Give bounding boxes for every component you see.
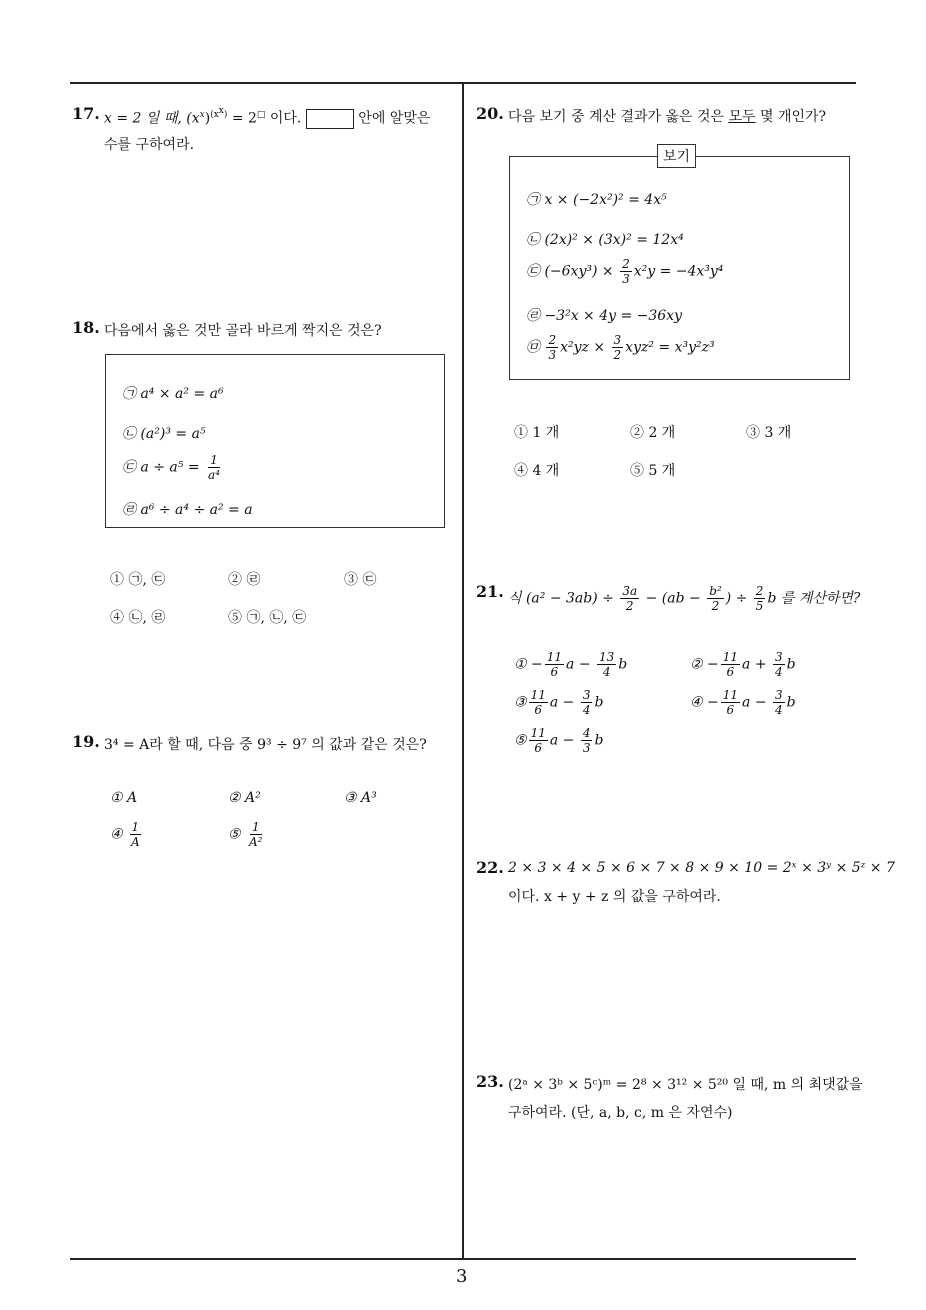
choice-4[interactable]: ④ ㉡, ㉣ <box>110 610 166 626</box>
fraction: $\frac{3}{4}$ <box>775 688 783 717</box>
condition-box <box>105 354 445 528</box>
fraction: $\frac{1}{A}$ <box>131 820 140 849</box>
question-text: 2 × 3 × 4 × 5 × 6 × 7 × 8 × 9 × 10 = 2ˣ × 3ʸ × 5ᶻ × 7 <box>508 860 895 876</box>
fraction: $\frac{11}{6}$ <box>546 650 563 679</box>
question-number: 17. <box>72 104 100 123</box>
question-number: 20. <box>476 104 504 123</box>
fraction: $\frac{11}{6}$ <box>722 650 739 679</box>
choice-1[interactable]: ① − $\frac{11}{6}$ a − $\frac{13}{4}$ b <box>514 650 628 679</box>
choice-5[interactable]: ⑤ ㉠, ㉡, ㉢ <box>228 610 307 626</box>
fraction: $\frac{2}{5}$ <box>755 584 764 613</box>
box-item: ㉣ a⁶ ÷ a⁴ ÷ a² = a <box>122 502 253 518</box>
fraction: $\frac{\text{b²}}{2}$ <box>709 584 722 613</box>
question-text-line2: 구하여라. (단, a, b, c, m 은 자연수) <box>508 1105 733 1121</box>
fraction: $\frac{11}{6}$ <box>530 688 546 717</box>
fraction: $\frac{3a}{2}$ <box>622 584 638 613</box>
question-number: 23. <box>476 1072 504 1091</box>
fraction: $\frac{4}{3}$ <box>582 726 591 755</box>
fraction: $\frac{11}{6}$ <box>530 726 546 755</box>
fraction: $\frac{11}{6}$ <box>722 688 739 717</box>
column-divider <box>462 82 464 1260</box>
choice-3[interactable]: ③ ㉢ <box>344 572 377 588</box>
choice-4[interactable]: ④ $\frac{1}{A}$ <box>110 820 140 849</box>
box-item: ㉢ (−6xy³) × $\frac{2}{3}$ x²y = −4x³y⁴ <box>526 257 724 286</box>
bogi-label: 보기 <box>657 144 696 168</box>
question-text: x = 2 일 때, $(x^x)^{(x^x)} = 2^□$ 이다. 안에 알맞은 <box>104 106 431 127</box>
question-text: (2ᵃ × 3ᵇ × 5ᶜ)ᵐ = 2⁸ × 3¹² × 5²⁰ 일 때, m 의 최댓값을 <box>508 1077 863 1093</box>
question-text: 식 (a² − 3ab) ÷ $\frac{3a}{2}$ − (ab − $\frac{\text{b²}}{2}$ ) ÷ $\frac{2}{5}$ b 를 계산하면? <box>508 584 861 613</box>
fraction: $\frac{2}{3}$ <box>548 333 557 362</box>
choice-3[interactable]: ③ A³ <box>344 790 377 806</box>
question-number: 18. <box>72 318 100 337</box>
box-item: ㉢ a ÷ a⁵ = $\frac{1}{\text{a⁴}}$ <box>122 453 220 482</box>
fraction: $\frac{2}{3}$ <box>622 257 630 286</box>
choice-2[interactable]: ② − $\frac{11}{6}$ a + $\frac{3}{4}$ b <box>690 650 796 679</box>
box-item: ㉠ a⁴ × a² = a⁶ <box>122 386 224 402</box>
fraction: $\frac{3}{2}$ <box>613 333 622 362</box>
page-number: 3 <box>456 1266 468 1287</box>
question-text: 3⁴ = A라 할 때, 다음 중 9³ ÷ 9⁷ 의 값과 같은 것은? <box>104 737 427 753</box>
question-number: 19. <box>72 732 100 751</box>
question-text-line2: 수를 구하여라. <box>104 137 195 153</box>
fraction: $\frac{3}{4}$ <box>775 650 783 679</box>
fraction: $\frac{3}{4}$ <box>582 688 591 717</box>
question-text-line2: 이다. x + y + z 의 값을 구하여라. <box>508 889 721 905</box>
question-text: 다음에서 옳은 것만 골라 바르게 짝지은 것은? <box>104 323 382 339</box>
answer-blank <box>306 109 354 129</box>
fraction: $\frac{1}{\text{a⁴}}$ <box>208 453 220 482</box>
box-item: ㉤ $\frac{2}{3}$ x²yz × $\frac{3}{2}$ xyz² = x³y²z³ <box>526 333 715 362</box>
choice-2[interactable]: ② A² <box>228 790 261 806</box>
choice-3[interactable]: ③ 3 개 <box>746 425 792 441</box>
box-item: ㉡ (2x)² × (3x)² = 12x⁴ <box>526 232 684 248</box>
choice-5[interactable]: ⑤ 5 개 <box>630 463 676 479</box>
choice-2[interactable]: ② 2 개 <box>630 425 676 441</box>
fraction: $\frac{1}{\text{A²}}$ <box>249 820 263 849</box>
choice-3[interactable]: ③ $\frac{11}{6}$ a − $\frac{3}{4}$ b <box>514 688 604 717</box>
choice-4[interactable]: ④ − $\frac{11}{6}$ a − $\frac{3}{4}$ b <box>690 688 796 717</box>
bottom-rule <box>70 1258 856 1260</box>
question-number: 22. <box>476 858 504 877</box>
box-item: ㉡ (a²)³ = a⁵ <box>122 426 206 442</box>
choice-1[interactable]: ① ㉠, ㉢ <box>110 572 166 588</box>
choice-2[interactable]: ② ㉣ <box>228 572 261 588</box>
choice-1[interactable]: ① 1 개 <box>514 425 560 441</box>
fraction: $\frac{13}{4}$ <box>599 650 615 679</box>
choice-1[interactable]: ① A <box>110 790 138 806</box>
choice-5[interactable]: ⑤ $\frac{1}{\text{A²}}$ <box>228 820 263 849</box>
choice-4[interactable]: ④ 4 개 <box>514 463 560 479</box>
choice-5[interactable]: ⑤ $\frac{11}{6}$ a − $\frac{4}{3}$ b <box>514 726 604 755</box>
question-text: 다음 보기 중 계산 결과가 옳은 것은 모두 몇 개인가? <box>508 109 827 125</box>
box-item: ㉠ x × (−2x²)² = 4x⁵ <box>526 192 667 208</box>
question-number: 21. <box>476 582 504 601</box>
box-item: ㉣ −3²x × 4y = −36xy <box>526 308 683 324</box>
bogi-box <box>509 156 850 380</box>
